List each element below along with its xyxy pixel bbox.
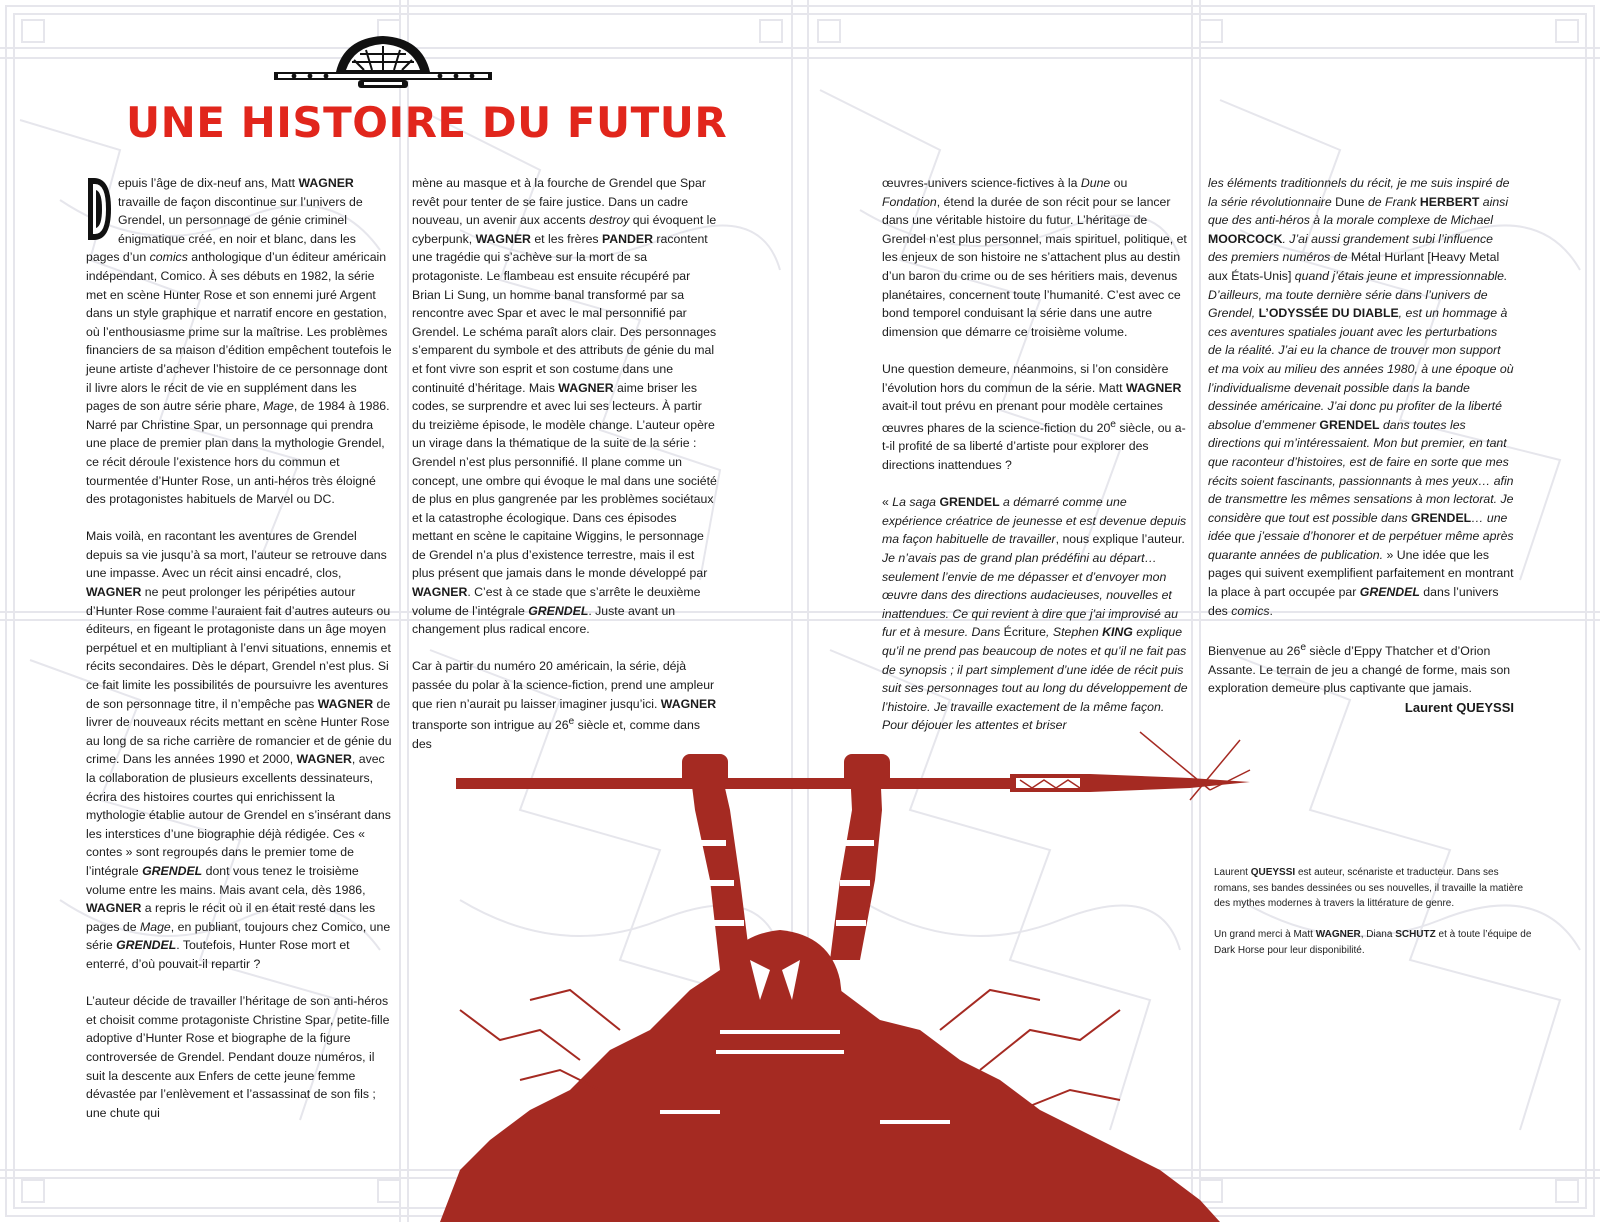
article-column-2 bbox=[412, 174, 718, 754]
article-column-4 bbox=[1208, 174, 1514, 698]
paragraph: epuis l’âge de dix-neuf ans, Matt WAGNER travaille de façon discontinue sur l’univers de Grendel, un personnage de génie criminel énigmatique créé, en noir et blanc, dans les pages d’un comics anthologique d’un éditeur américain indépendant, Comico. À ses débuts en 1982, la série met en scène Hunter Rose et son ennemi juré Argent dans un style graphique et narratif encore en gestation, où l’enthousiasme prime sur la maîtrise. Les problèmes financiers de sa maison d’édition empêchent toutefois le jeune artiste d’achever l’histoire de ce personnage dont il livre alors le récit de vie en supplément dans les pages de son autre série phare, Mage, de 1984 à 1986. Narré par Christine Spar, un personnage qui prendra une place de premier plan dans la mythologie Grendel, ce récit déroule l’existence hors du commun et tourmentée d’Hunter Rose, un anti-héros très éloigné des protagonistes habituels de Marvel ou DC. bbox=[86, 176, 392, 507]
author-signature: Laurent QUEYSSI bbox=[1404, 700, 1514, 715]
paragraph: mène au masque et à la fourche de Grendel que Spar revêt pour tenter de se faire justice. Dans un cadre nouveau, un avenir aux accents destroy qui évoquent le cyberpunk, WAGNER et les frères PANDER racontent une tragédie qui s’achève sur la mort de sa protagoniste. Le flambeau est ensuite récupéré par Brian Li Sung, un homme banal transformé par sa rencontre avec Spar et avec le mal personnifié par Grendel. Le schéma paraît alors clair. Des personnages s’emparent du symbole et des attributs de génie du mal et font vivre son esprit et son costume dans une continuité d’héritage. Mais WAGNER aime briser les codes, se surprendre et avec lui ses lecteurs. À partir du treizième épisode, le modèle change. L’auteur opère un virage dans la thématique de la suite de la série : Grendel n’est plus personnifié. Il plane comme un concept, une ombre qui évoque le mal dans une société de plus en plus gangrenée par les problèmes sociétaux et la catastrophe écologique. Dans ces épisodes mettant en scène le capitaine Wiggins, le personnage de Grendel n’a plus d’existence terrestre, mais il est plus présent que jamais dans le monde développé par WAGNER. C’est à ce stade que s’arrête le deuxième volume de l’intégrale GRENDEL. Juste avant un changement plus radical encore. bbox=[412, 176, 717, 637]
grendel-illustration bbox=[420, 730, 1280, 1222]
paragraph: Une question demeure, néanmoins, si l’on considère l’évolution hors du commun de la série. Matt WAGNER avait-il tout prévu en prenant pour modèle certaines œuvres phares de la science-fiction du 20e siècle, ou a-t-il profité de sa liberté d’artiste pour explorer des directions inattendues ? bbox=[882, 361, 1186, 472]
paragraph: L’auteur décide de travailler l’héritage de son anti-héros et choisit comme protagoniste Christine Spar, petite-fille adoptive d’Hunter Rose et biographe de la figure controversée de Grendel. Pendant douze numéros, il suit la descente aux Enfers de cette jeune femme dévastée par l’enlèvement et l’assassinat de son fils ; une chute qui bbox=[86, 994, 390, 1120]
acknowledgements: Un grand merci à Matt WAGNER, Diana SCHUTZ et à toute l’équipe de Dark Horse pour leur disponibilité. bbox=[1214, 929, 1532, 956]
quote-paragraph: « La saga GRENDEL a démarré comme une expérience créatrice de jeunesse et est devenue depuis ma façon habituelle de travailler, nous explique l’auteur. Je n’avais pas de grand plan prédéfini au départ… seulement l’envie de me dépasser et d’envoyer mon œuvre dans des directions audacieuses, nouvelles et inattendues. Ce qui revient à dire que j’ai improvisé au fur et à mesure. Dans Écriture, Stephen KING explique qu’il ne prend pas beaucoup de notes et qu’il ne fait pas de synopsis ; il part simplement d’une idée de récit puis suit ses personnages tout au long du développement de l’histoire. Je travaille exactement de la même façon. Pour déjouer les attentes et briser bbox=[882, 495, 1188, 733]
paragraph: Car à partir du numéro 20 américain, la série, déjà passée du polar à la science-fiction, prend une ampleur que rien n’aurait pu laisser imaginer jusqu’ici. WAGNER transporte son intrigue au 26e siècle et, comme dans des bbox=[412, 659, 717, 751]
paragraph: Bienvenue au 26e siècle d’Eppy Thatcher et d’Orion Assante. Le terrain de jeu a changé de forme, mais son exploration demeure plus captivante que jamais. bbox=[1208, 641, 1511, 696]
bio-paragraph: Laurent QUEYSSI est auteur, scénariste et traducteur. Dans ses romans, ses bandes dessinées ou ses nouvelles, il travaille la matière des mythes modernes à travers la littérature de genre. bbox=[1214, 867, 1524, 909]
quote-paragraph: les éléments traditionnels du récit, je me suis inspiré de la série révolutionnaire Dune de Frank HERBERT ainsi que des anti-héros à la morale complexe de Michael MOORCOCK. J’ai aussi grandement subi l’influence des premiers numéros de Métal Hurlant [Heavy Metal aux États-Unis] quand j’étais jeune et impressionnable. D’ailleurs, ma toute dernière série dans l’univers de Grendel, L’ODYSSÉE DU DIABLE, est un hommage à ces aventures spatiales jouant avec les perturbations de la réalité. J’ai eu la chance de trouver mon support et ma voix au milieu des années 1980, à une époque où l’individualisme devenait possible dans la bande dessinée américaine. J’ai donc pu profiter de la liberté absolue d’emmener GRENDEL dans toutes les directions qui m’intéressaient. Mon but premier, en tant que raconteur d’histoires, est de faire en sorte que mes récits soient fascinants, passionnants à mes yeux… afin de transmettre les mêmes sensations à mon lectorat. Je considère que tout est possible dans GRENDEL… une idée que j’essaie d’honorer et de perpétuer même après quarante années de publication. » Une idée que les pages qui suivent exemplifient parfaitement en montrant la place à part occupée par GRENDEL dans l’univers des comics. bbox=[1208, 176, 1514, 618]
author-bio bbox=[1214, 865, 1536, 974]
paragraph: Mais voilà, en racontant les aventures de Grendel depuis sa vie jusqu’à sa mort, l’auteur se retrouve dans une impasse. Avec un récit ainsi encadré, clos, WAGNER ne peut prolonger les péripéties autour d’Hunter Rose comme l’auraient fait d’autres auteurs ou éditeurs, en figeant le protagoniste dans un âge moyen perpétuel et en multipliant à l’envi situations, ennemis et récits secondaires. Dès le départ, Grendel n’est plus. Si ce fait limite les possibilités de poursuivre les aventures de son personnage titre, il n’empêche pas WAGNER de livrer de nouveaux récits mettant en scène Hunter Rose au long de sa riche carrière de romancier et de génie du crime. Dans les années 1990 et 2000, WAGNER, avec la collaboration de plusieurs excellents dessinateurs, écrira des histoires courtes qui enrichissent la mythologie établie autour de Grendel en s’insérant dans les interstices d’une biographie déjà rédigée. Ces « contes » sont regroupés dans le premier tome de l’intégrale GRENDEL dont vous tenez le troisième volume entre les mains. Mais avant cela, dès 1986, WAGNER a repris le récit où il en était resté dans les pages de Mage, en publiant, toujours chez Comico, une série GRENDEL. Toutefois, Hunter Rose mort et enterré, d’où pouvait-il repartir ? bbox=[86, 529, 392, 971]
article-column-1 bbox=[86, 174, 392, 1122]
dropcap-letter bbox=[86, 176, 112, 244]
page-title: UNE HISTOIRE DU FUTUR bbox=[126, 98, 728, 147]
title-ornament bbox=[274, 30, 492, 92]
paragraph: œuvres-univers science-fictives à la Dune ou Fondation, étend la durée de son récit pour se lancer dans une véritable histoire du futur. L’héritage de Grendel n’est plus personnel, mais spirituel, politique, et les enjeux de son histoire ne s’attachent plus au destin d’un baron du crime ou de ses héritiers mais, devenus planétaires, concernent toute l’humanité. C’est avec ce bond temporel conduisant la série dans une autre dimension que démarre ce troisième volume. bbox=[882, 176, 1187, 339]
article-column-3 bbox=[882, 174, 1188, 735]
